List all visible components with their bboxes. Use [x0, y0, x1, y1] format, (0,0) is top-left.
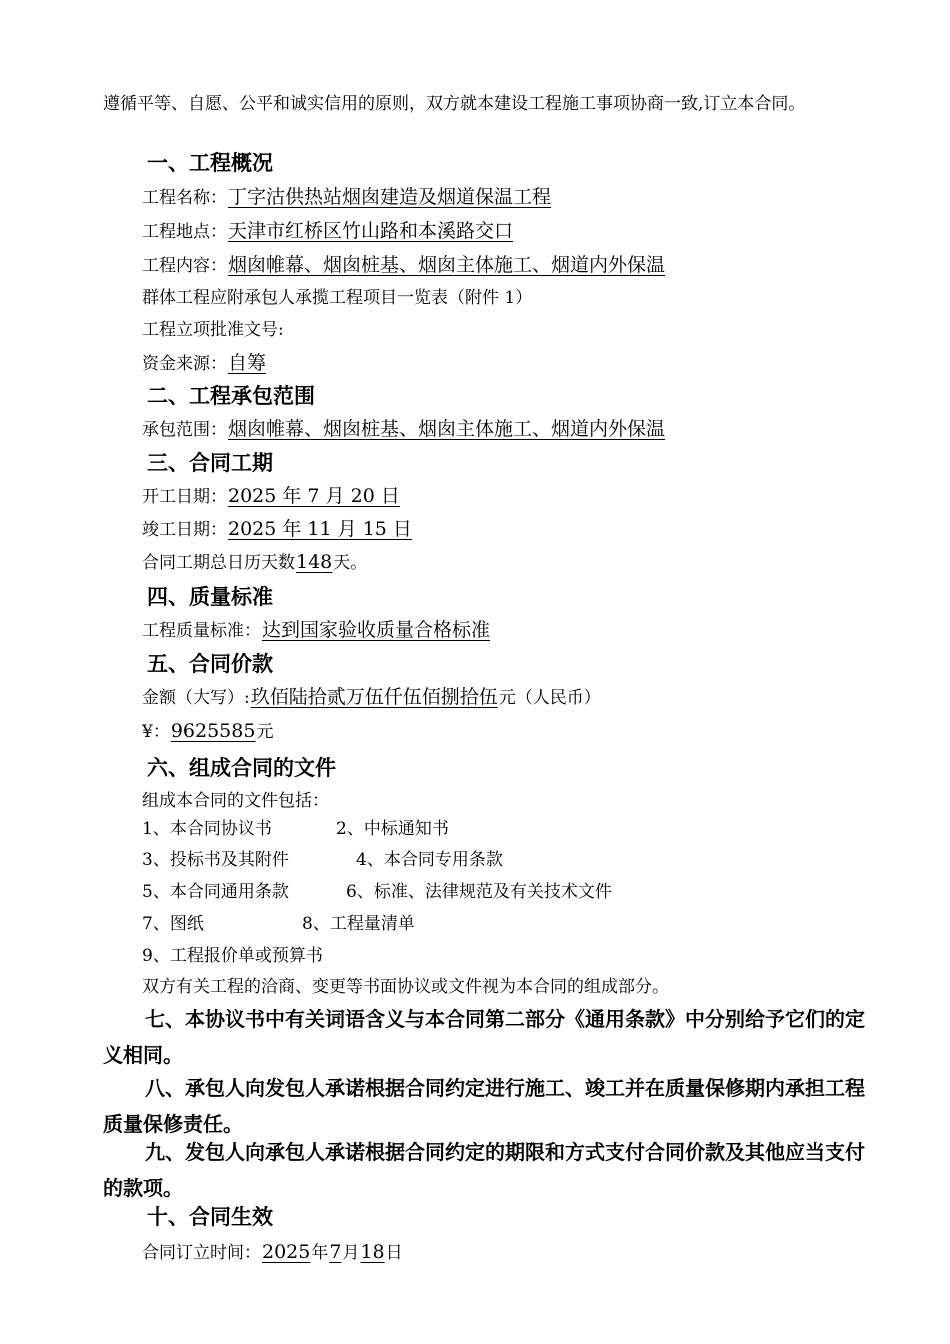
group-project-note: 群体工程应附承包人承揽工程项目一览表（附件 1）	[142, 288, 533, 308]
project-name-value: 丁字沽供热站烟囱建造及烟道保温工程	[228, 186, 552, 208]
start-date-value: 2025 年 7 月 20 日	[228, 485, 400, 507]
amount-figures-suffix: 元	[256, 722, 274, 742]
document-item: 3、投标书及其附件	[142, 850, 289, 870]
section-6-heading: 六、组成合同的文件	[147, 756, 336, 780]
scope-value: 烟囱帷幕、烟囱桩基、烟囱主体施工、烟道内外保温	[228, 418, 666, 440]
section-7-paragraph: 七、本协议书中有关词语含义与本合同第二部分《通用条款》中分别给予它们的定义相同。	[103, 1007, 865, 1067]
document-item: 2、中标通知书	[336, 819, 449, 839]
sign-year-unit: 年	[311, 1243, 329, 1263]
start-date-row	[142, 485, 401, 508]
document-item: 6、标准、法律规范及有关技术文件	[346, 882, 612, 902]
quality-value: 达到国家验收质量合格标准	[262, 619, 491, 641]
document-item: 5、本合同通用条款	[142, 882, 289, 902]
project-location-row	[142, 220, 535, 243]
sign-month: 7	[329, 1241, 342, 1263]
project-name-row	[142, 186, 552, 209]
sign-date-row	[142, 1241, 403, 1264]
sign-day-unit: 日	[385, 1243, 403, 1263]
sign-year: 2025	[262, 1241, 311, 1263]
section-10-heading: 十、合同生效	[147, 1205, 273, 1229]
approval-number-label: 工程立项批准文号:	[142, 320, 284, 340]
total-days-suffix: 天。	[333, 553, 368, 573]
end-date-row	[142, 518, 413, 541]
total-days-prefix: 合同工期总日历天数	[142, 553, 295, 573]
section-1-heading: 一、工程概况	[147, 151, 273, 175]
fund-source-label: 资金来源：	[142, 354, 227, 374]
fund-source-row	[142, 352, 267, 375]
document-item: 8、工程量清单	[302, 914, 415, 934]
project-location-value: 天津市红桥区竹山路和本溪路交口	[228, 220, 514, 242]
amount-words-label: 金额（大写）:	[142, 688, 250, 708]
document-item: 1、本合同协议书	[142, 819, 272, 839]
amount-words-suffix: 元（人民币）	[498, 688, 601, 708]
scope-row	[142, 418, 666, 441]
amount-figures-row	[142, 720, 273, 743]
start-date-label: 开工日期：	[142, 487, 227, 507]
document-item: 7、图纸	[142, 914, 204, 934]
quality-row	[142, 619, 491, 642]
project-content-row	[142, 254, 666, 277]
project-location-label: 工程地点：	[142, 222, 227, 242]
quality-label: 工程质量标准：	[142, 621, 261, 641]
fund-source-value: 自筹	[228, 352, 267, 374]
section-2-heading: 二、工程承包范围	[147, 384, 315, 408]
documents-lead: 组成本合同的文件包括：	[142, 791, 329, 811]
amount-figures-value: 9625585	[170, 720, 256, 742]
section-4-heading: 四、质量标准	[147, 585, 273, 609]
end-date-value: 2025 年 11 月 15 日	[228, 518, 412, 540]
project-content-value: 烟囱帷幕、烟囱桩基、烟囱主体施工、烟道内外保温	[228, 254, 666, 276]
total-days-value: 148	[296, 551, 333, 573]
document-item: 9、工程报价单或预算书	[142, 946, 323, 966]
documents-closing: 双方有关工程的洽商、变更等书面协议或文件视为本合同的组成部分。	[142, 977, 669, 997]
intro-paragraph: 遵循平等、自愿、公平和诚实信用的原则，双方就本建设工程施工事项协商一致,订立本合同。	[103, 94, 806, 114]
amount-words-value: 玖佰陆拾贰万伍仟伍佰捌拾伍	[250, 686, 498, 708]
project-name-label: 工程名称：	[142, 188, 227, 208]
sign-day: 18	[360, 1241, 385, 1263]
scope-label: 承包范围：	[142, 420, 227, 440]
section-8-paragraph: 八、承包人向发包人承诺根据合同约定进行施工、竣工并在质量保修期内承担工程质量保修责任。	[103, 1076, 865, 1136]
project-content-label: 工程内容：	[142, 256, 227, 276]
section-3-heading: 三、合同工期	[147, 451, 273, 475]
document-item: 4、本合同专用条款	[356, 850, 503, 870]
end-date-label: 竣工日期：	[142, 520, 227, 540]
amount-words-row	[142, 686, 601, 709]
section-9-paragraph: 九、发包人向承包人承诺根据合同约定的期限和方式支付合同价款及其他应当支付的款项。	[103, 1140, 865, 1200]
section-5-heading: 五、合同价款	[147, 652, 273, 676]
sign-date-label: 合同订立时间：	[142, 1243, 261, 1263]
total-days-row	[142, 551, 367, 574]
sign-month-unit: 月	[342, 1243, 360, 1263]
amount-figures-label: ¥：	[142, 722, 170, 742]
